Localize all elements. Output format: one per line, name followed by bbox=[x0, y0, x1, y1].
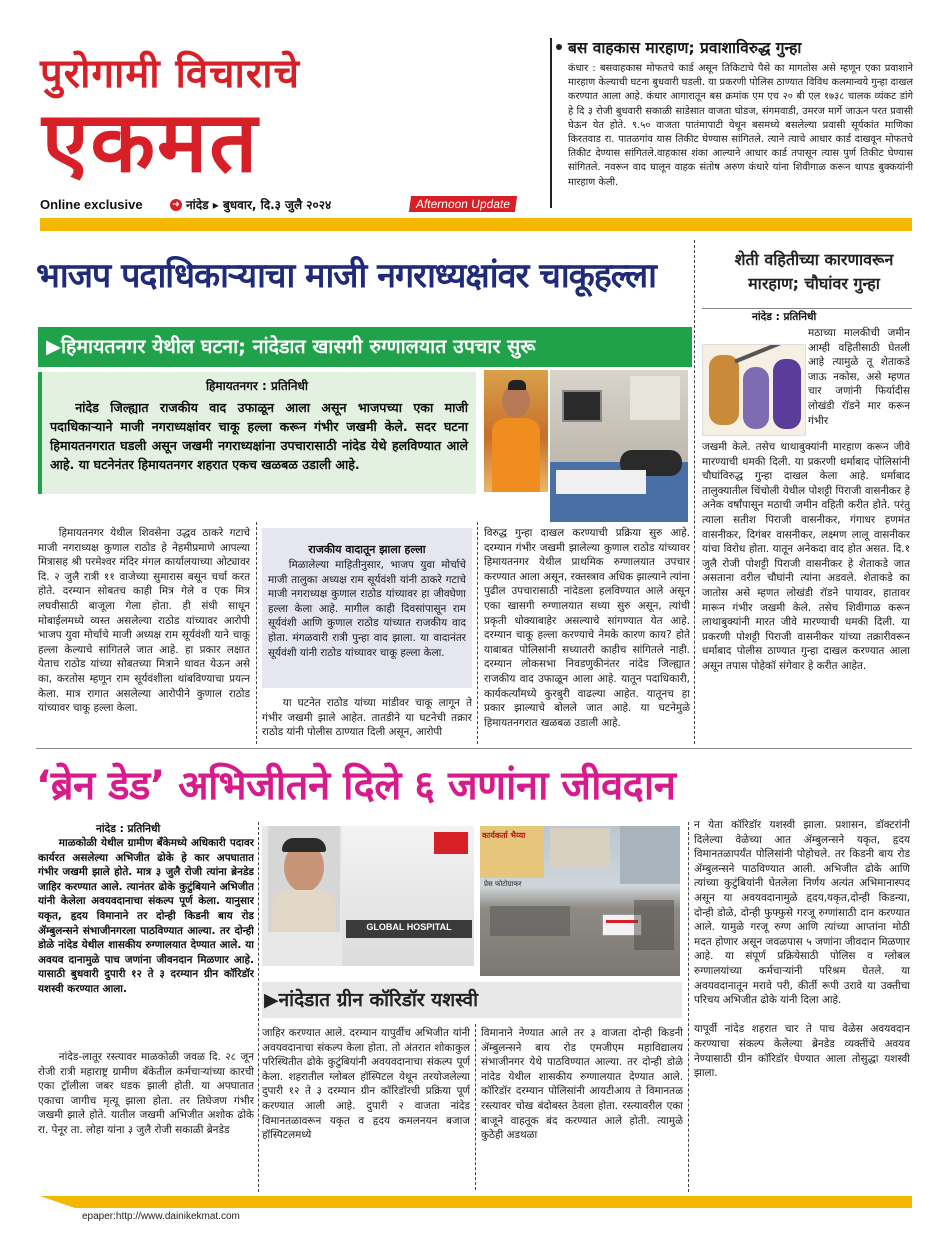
main-subhead: ▶हिमायतनगर येथील घटना; नांदेडात खासगी रुग्णालयात उपचार सुरू bbox=[38, 327, 692, 367]
top-story-bullet bbox=[556, 44, 562, 50]
side-byline: नांदेड : प्रतिनिधी bbox=[752, 311, 817, 323]
banner-text: कार्यकर्ता भैय्या bbox=[482, 831, 526, 840]
lower-col-divider-3 bbox=[688, 822, 689, 1192]
main-col-divider-1 bbox=[256, 522, 257, 744]
main-headline: भाजप पदाधिकाऱ्याचा माजी नगराध्यक्षांवर चाकूहल्ला bbox=[36, 256, 656, 296]
lower-byline: नांदेड : प्रतिनिधी bbox=[96, 823, 161, 835]
top-story-body: कंधार : बसवाहकास मोफतचे कार्ड असून तिकिटाचे पैसे का मागतोस असे म्हणून एका प्रवाशाने मारहाण केल्याची घटना बुधवारी घडली. या प्रकरणी पोलिस ठाण्यात विविध कलमान्वये गुन्हा दाखल करण्यात आला आहे. कंधार आगारातून बस क्रमांक एम एच २० बी एल १७३८ चालक व्यंकट डांगे हे दि ३ रोजी बुधवारी सकाळी साडेसात वाजता घोडज, संगमवाडी, उमरज मार्गे जाऊन परत प्रवासी घेऊन येत होते. ९.५० वाजता पातंमापाटी येथून बसमध्ये बसलेल्या प्रवासी सूर्यकांत माणिका किरतवाड रा. पातळगांव यास तिकीट घेण्यास सांगितले. त्याने त्याचे आधार कार्ड दाखवून मोफतचे तिकीट देण्यास सांगितले.वाहकास शंका आल्याने आधार कार्ड तपासून त्यास पुर्ण तिकीट घेण्यास सांगितले. नवरून वाद घालून वाहक संतोष अरुण कंधारे यांना शिवीगाळ करून थापड बुक्कयांनी मारहाण केली. bbox=[568, 63, 913, 188]
main-byline: हिमायतनगर : प्रतिनिधी bbox=[205, 379, 309, 393]
masthead-yellow-rule bbox=[40, 218, 912, 231]
afternoon-update-badge: Afternoon Update bbox=[409, 196, 517, 212]
main-col-1: हिमायतनगर येथील शिवसेना उद्धव ठाकरे गटाचे माजी नगराध्यक्ष कुणाल राठोड हे नेहमीप्रमाणे आपल्या मित्रासह श्री परमेश्वर मंदिर मंगल कार्यालयाच्या ओट्यावर दि. २ जुलै रात्री ११ वाजेच्या सुमारास बसून चर्चा करत होते. दरम्यान सोबतच काही मित्र गेले व एक मित्र लघवीसाठी बाजूला गेला होता. ही संधी साधून मोबाईलमध्ये व्यस्त असलेल्या राठोड यांच्यावर आरोपी भाजप युवा मोर्चाचे माजी अध्यक्ष राम सूर्यवंशी याने चाकू हल्ला केल्याचे सांगितले जात आहे. हा प्रकार लक्षात येताच राठोड यांच्या सोबतच्या मित्राने धावत येऊन असे का, करतोस म्हणून राम सूर्यवंशीला थांबविण्याचा प्रयत्न केला. मात्र रागात असलेल्या आरोपीने कुणाल राठोड यांच्यावर चाकू हल्ला केला. bbox=[38, 527, 250, 715]
lower-headline: ‘ब्रेन डेड’ अभिजीतने दिले ६ जणांना जीवदान bbox=[36, 763, 676, 809]
lower-subhead: ▶नांदेडात ग्रीन कॉरिडॉर यशस्वी bbox=[264, 989, 478, 1011]
lower-col-4: न येता कॉरिडॉर यशस्वी झाला. प्रशासन, डॉक्टरांनी दिलेल्या वेळेच्या आत ॲम्बुलन्सने यकृत, हृदय विमानतळापर्यंत पोलिसांनी पोहोचले. तर किडनी बाय रोड ॲम्बुलन्सने पाठविण्यात आली. अभिजीत ढोके आणि त्यांच्या कुटुंबियांनी घेतलेला निर्णय अत्यंत अभिमानास्पद असून या अवयवदानामुळे हृदय,यकृत,दोन्ही किडन्या, दोन्ही डोळे, दोन्ही फुफ्फुसे गरजू रुग्णांसाठी दान करण्यात आले. यामुळे गरजू रुग्ण आणि त्यांच्या आप्तांना मोठी मदत होणार असून जवळपास ५ जणांना जीवदान मिळणार आहे. या संपूर्ण प्रक्रियेसाठी पोलिस व ग्लोबल रुग्णालयांच्या कर्मचाऱ्यांनी परिश्रम घेतले. या अवयवदानातून मरावे परी, कीर्ती रूपी उरावे या उक्तीचा परिचय अभिजीत ढोके यांनी दिला आहे. यापूर्वी नांदेड शहरात चार ते पाच वेळेस अवयवदान करण्याचा संकल्प केलेल्या ब्रेनडेड व्यक्तींचे अवयव नेण्यासाठी ग्रीन कॉरिडॉर घेण्यात आला तोसुद्धा यशस्वी झाला. bbox=[694, 819, 910, 1080]
main-col-divider-2 bbox=[477, 522, 478, 744]
top-story-headline: बस वाहकास मारहाण; प्रवाशाविरुद्ध गुन्हा bbox=[568, 39, 802, 57]
arrow-right-icon: ➜ bbox=[170, 199, 182, 211]
main-sidebox-body: मिळालेल्या माहितीनुसार, भाजप युवा मोर्चाचे माजी तालुका अध्यक्ष राम सूर्यवंशी यांनी ठाकरे गटाचे माजी नगराध्यक्ष कुणाल राठोड यांच्यावर हा जीवघेणा हल्ला केला आहे. मागील काही दिवसांपासून राम सूर्यवंशी आणि कुणाल राठोड यांच्यात राजकीय वाद होता. मंगळवारी रात्री पुन्हा वाद झाला. या वादानंतर सूर्यवंशी यांनी राठोड यांच्यावर चाकू हल्ला केला. bbox=[268, 559, 466, 659]
side-headline-rule bbox=[702, 308, 912, 309]
footer-url: epaper:http://www.dainikekmat.com bbox=[82, 1211, 240, 1222]
photo-credit: प्रेस फोटोग्राफर bbox=[484, 880, 522, 888]
green-corridor-photo bbox=[480, 826, 680, 976]
main-col-2: या घटनेत राठोड यांच्या मांडीवर चाकू लागून ते गंभीर जखमी झाले आहेत. तातडीने या घटनेची तक्रार राठोड यांनी पोलीस ठाण्यात दिली असून, आरोपी bbox=[262, 697, 472, 739]
side-body: जखमी केले. तसेच थाथाबुक्यांनी मारहाण करून जीवे मारण्याची धमकी दिली. या प्रकरणी धर्माबाद पोलिसांनी चौघांविरुद्ध गुन्हा दाखल केला आहे. धर्माबाद तालुक्यातील चिंचोली येथील पोशट्टी पिराजी वासनीकर हे अनेक वर्षांपासून मठाची जमीन वहिती करीत होते. परंतु त्याला सतीश पिराजी वासनीकर, गंगाधर हणमंत वासनीकर, दिगंबर वासनीकर, लक्ष्मण लालू वासनीकर यांचा विरोध होता. यातून अनेकदा वाद होत असत. दि.१ जुलै रोजी पोशट्टी पिराजी वासनीकर हे शेताकडे जात असताना वरील चौघांनी त्यांना अडवले. शेताकडे का जातोस असे म्हणत लोखंडी रॉडने पायावर, हातावर मारून गंभीर जखमी केले. तसेच शिवीगाळ करून लाथाबुक्यांनी मारत जीवे मारण्याची धमकी दिली. या प्रकरणी पोशट्टी पिराजी वासनीकर यांच्या तक्रारीवरून धर्माबाद पोलीस ठाण्यात गुन्हा दाखल करण्यात आला असून तपास पोहेकॉ संगेवार हे करीत आहेत. bbox=[702, 441, 910, 672]
section-divider bbox=[36, 748, 912, 749]
top-story-divider bbox=[550, 38, 552, 208]
side-divider bbox=[694, 240, 695, 744]
side-intro: मठाच्या मालकीची जमीन आम्ही वहितीसाठी घेतली आहे त्यामुळे तू शेताकडे जाऊ नकोस, असे म्हणत चार जणांनी फिर्यादीस लोखंडी रॉडने मार करून गंभीर bbox=[808, 327, 910, 427]
main-col-3: विरुद्ध गुन्हा दाखल करण्याची प्रक्रिया सुरु आहे. दरम्यान गंभीर जखमी झालेल्या कुणाल राठोड यांच्यावर हिमायतनगर येथील प्राथमिक रुग्णालयात उपचार करण्यात आला असून, रक्तस्त्राव अधिक झाल्याने त्यांना पुढील उपचारासाठी नांदेडला हलविण्यात आले असून एका खासगी रुग्णालयात सध्या सुरु असून, त्यांची प्रकृती धोक्याबाहेर असल्याचे सांगण्यात येत आहे. दरम्यान चाकू हल्ला करण्याचे नेमके कारण काय? होते याबाबत पोलिसांनी सध्यातरी काहीच सांगितले नाही. दरम्यान लोकसभा निवडणुकीनंतर नांदेड जिल्ह्यात राजकीय वाद उफाळून आला आहे. यातून पदाधिकारी, कार्यकर्त्यांमध्ये कुरबुरी वाढल्या आहेत. यातूनच हा प्रकार झाल्याचे बोलले जात आहे. या घटनेमुळे हिमायतनगरात खळबळ उडाली आहे. bbox=[484, 527, 690, 729]
main-sidebox-title: राजकीय वादातून झाला हल्ला bbox=[308, 543, 426, 556]
hospital-sign-text: GLOBAL HOSPITAL bbox=[366, 922, 452, 932]
lower-col-3: विमानाने नेण्यात आले तर ३ वाजता दोन्ही किडनी ॲम्बुलन्सने बाय रोड एमजीएम महाविद्यालय संभाजीनगर येथे पाठविण्यात आल्या. तर दोन्ही डोळे नांदेड येथील शासकीय रुग्णालयात देण्यात आले. कॉरिडॉर दरम्यान पोलिसांनी आयटीआय ते विमानतळ रस्त्यावर चोख बंदोबस्त ठेवला होता. रस्त्यावरील एका बाजूने वाहतूक बंद करण्यात आले होती. त्यामुळे कुठेही अडथळा bbox=[481, 1027, 683, 1142]
online-exclusive-label: Online exclusive bbox=[40, 197, 143, 212]
lower-col-divider-1 bbox=[258, 822, 259, 1192]
side-headline: शेती वहितीच्या कारणावरून मारहाण; चौघांवर गुन्हा bbox=[734, 250, 894, 293]
abhijeet-portrait-photo bbox=[262, 826, 474, 966]
lower-col-1: नांदेड-लातूर रस्त्यावर माळकोळी जवळ दि. २८ जून रोजी रात्री महाराष्ट्र ग्रामीण बँकेतील कर्मचाऱ्यांच्या कारची एका ट्रॉलीला जबर धडक झाली होती. या अपघातात एकाचा जागीच मृत्यू झाला होता. तर तिघेजण गंभीर जखमी झाले होते. यातील जखमी अभिजीत अशोक ढोके रा. पेनूर ता. लोहा यांना ३ जुलै रोजी सकाळी ब्रेनडेड bbox=[38, 1051, 254, 1136]
lower-lead: माळकोळी येथील ग्रामीण बँकेमध्ये अधिकारी पदावर कार्यरत असलेल्या अभिजीत ढोके हे कार अपघातात गंभीर जखमी झाले होते. मात्र ३ जुलै रोजी त्यांना ब्रेनडेड जाहिर करण्यात आले. त्यानंतर ढोके कुटुंबियाने अभिजीत यांनी केलेला अवयवदानाचा संकल्प पूर्ण केला. यानुसार यकृत, हृदय विमानाने तर दोन्ही किडनी बाय रोड ॲम्बुलन्सने संभाजीनगरला पाठविण्यात आल्या. तर दोन्ही डोळे नांदेड येथील शासकीय रुग्णालयात देण्यात आले. या अवयव दानामुळे पाच जणांना जीवनदान मिळणार आहे. यासाठी बुधवारी दुपारी १२ ते ३ दरम्यान ग्रीन कॉरिडॉर यशस्वी करण्यात आला. bbox=[38, 837, 254, 995]
masthead-title: एकमत bbox=[42, 92, 260, 191]
dateline-text: नांदेड ▸ बुधवार, दि.३ जुलै २०२४ bbox=[186, 198, 332, 212]
lower-col-2: जाहिर करण्यात आले. दरम्यान यापुर्वीच अभिजीत यांनी अवयवदानाचा संकल्प केला होता. तो अंतरात शोकाकुल परिस्थितीत ढोके कुटुंबियांनी अवयवदानाचा संकल्प पूर्ण केला. शहरातील ग्लोबल हॉस्पिटल येथून तरयोजलेल्या दुपारी १२ ते ३ दरम्यान ग्रीन कॉरिडॉरची प्रक्रिया पूर्ण करण्यात आली आहे. दुपारी २ वाजता नांदेड विमानतळावरून यकृत व हृदय कमलनयन बजाज हॉस्पिटलमध्ये bbox=[262, 1027, 470, 1142]
masthead-subtitle: पुरोगामी विचाराचे bbox=[40, 50, 301, 97]
dateline bbox=[170, 196, 331, 213]
main-lead: नांदेड जिल्ह्यात राजकीय वाद उफाळून आला असून भाजपच्या एका माजी पदाधिकाऱ्याने माजी नगराध्यक्षांवर चाकू हल्ला करून गंभीर जखमी केले. सदर घटना हिमायतनगरात घडली असून जखमी नगराध्यक्षांना उपचारासाठी नांदेड येथे हलविण्यात आले आहे. या घटनेनंतर हिमायतनगर शहरात एकच खळबळ उडाली आहे. bbox=[50, 400, 468, 472]
lower-col-divider-2 bbox=[475, 1024, 476, 1190]
politician-photo bbox=[484, 370, 548, 492]
footer-yellow-bar bbox=[40, 1196, 912, 1208]
hospital-bed-photo bbox=[550, 370, 688, 522]
